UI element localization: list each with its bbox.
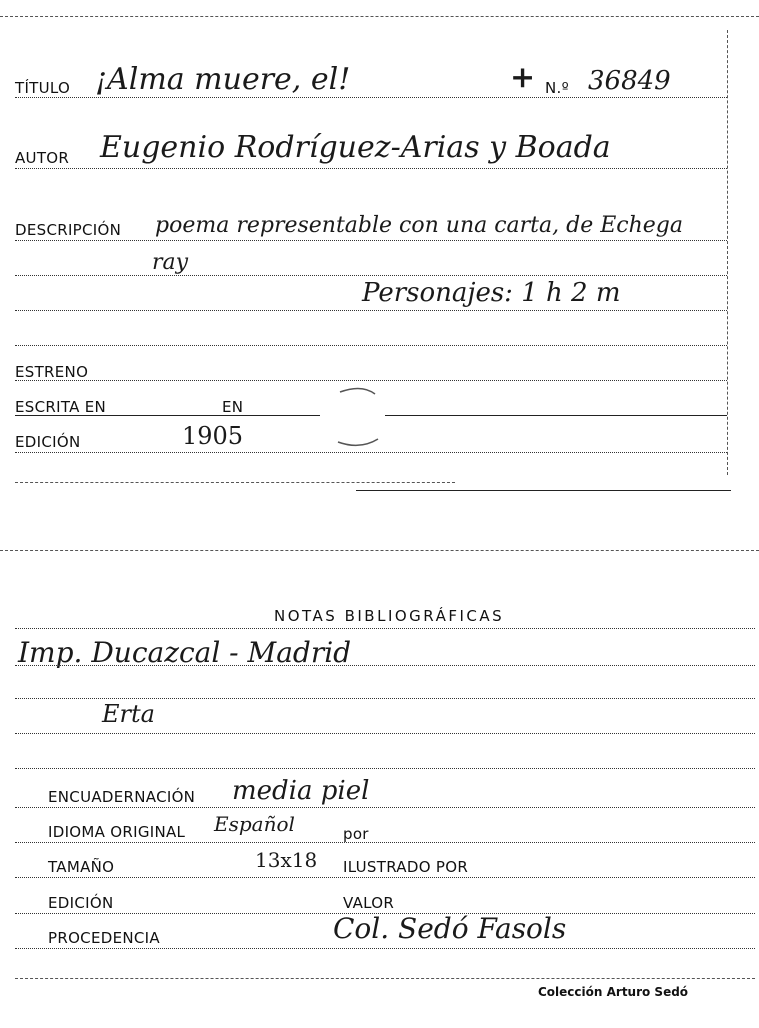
estreno-label: ESTRENO [15, 363, 89, 381]
valor-label: VALOR [343, 894, 395, 912]
procedencia-line [15, 948, 755, 949]
autor-label: AUTOR [15, 149, 70, 167]
idioma-value: Español [214, 812, 295, 836]
punch-hole-mark [330, 384, 390, 454]
edicion2-label: EDICIÓN [48, 894, 114, 912]
edicion-label: EDICIÓN [15, 433, 81, 451]
descripcion-label: DESCRIPCIÓN [15, 221, 122, 239]
autor-line [15, 168, 727, 169]
procedencia-label: PROCEDENCIA [48, 929, 160, 947]
card-top-edge [0, 16, 759, 17]
card2-top-edge [0, 550, 759, 551]
card-bottom-dash [15, 482, 455, 483]
notas-line-4 [15, 768, 755, 769]
descripcion-line-2 [15, 275, 727, 276]
personajes-note: Personajes: 1 h 2 m [362, 278, 621, 308]
estreno-line [15, 380, 727, 381]
descripcion-line-4 [15, 345, 727, 346]
notas-line-1 [15, 665, 755, 666]
descripcion-line-3 [15, 310, 727, 311]
encuadernacion-line [15, 807, 755, 808]
ilustrado-label: ILUSTRADO POR [343, 858, 469, 876]
idioma-line [15, 842, 755, 843]
card2-bottom-edge [15, 978, 755, 979]
note-line2: Erta [102, 700, 155, 728]
idioma-label: IDIOMA ORIGINAL [48, 823, 186, 841]
note-line1: Imp. Ducazcal - Madrid [18, 636, 352, 669]
descripcion-line-1 [15, 240, 727, 241]
titulo-label: TÍTULO [15, 79, 71, 97]
card-bottom-edge [356, 490, 731, 491]
edicion-value: 1905 [182, 422, 244, 450]
numero-label: N.º [545, 79, 569, 97]
titulo-value: ¡Alma muere, el! [95, 62, 351, 97]
notas-line-0 [15, 628, 755, 629]
procedencia-value: Col. Sedó Fasols [333, 912, 567, 945]
en-line [385, 415, 727, 416]
notas-line-3 [15, 733, 755, 734]
card-right-edge [727, 30, 728, 475]
escrita-line [15, 415, 320, 416]
escrita-label: ESCRITA EN [15, 398, 107, 416]
en-label: EN [222, 398, 244, 416]
cross-mark: + [510, 60, 536, 95]
encuadernacion-value: media piel [232, 776, 370, 806]
notas-heading: NOTAS BIBLIOGRÁFICAS [274, 607, 505, 625]
encuadernacion-label: ENCUADERNACIÓN [48, 788, 196, 806]
collection-credit: Colección Arturo Sedó [538, 985, 689, 999]
tamano-line [15, 877, 755, 878]
tamano-label: TAMAÑO [48, 858, 115, 876]
por-label: por [343, 825, 369, 843]
autor-value: Eugenio Rodríguez-Arias y Boada [100, 130, 611, 165]
notas-line-2 [15, 698, 755, 699]
titulo-line [15, 97, 727, 98]
descripcion-line1: poema representable con una carta, de Echega [155, 213, 683, 238]
numero-value: 36849 [588, 66, 671, 96]
descripcion-line2: ray [152, 250, 189, 275]
tamano-value: 13x18 [255, 848, 318, 872]
